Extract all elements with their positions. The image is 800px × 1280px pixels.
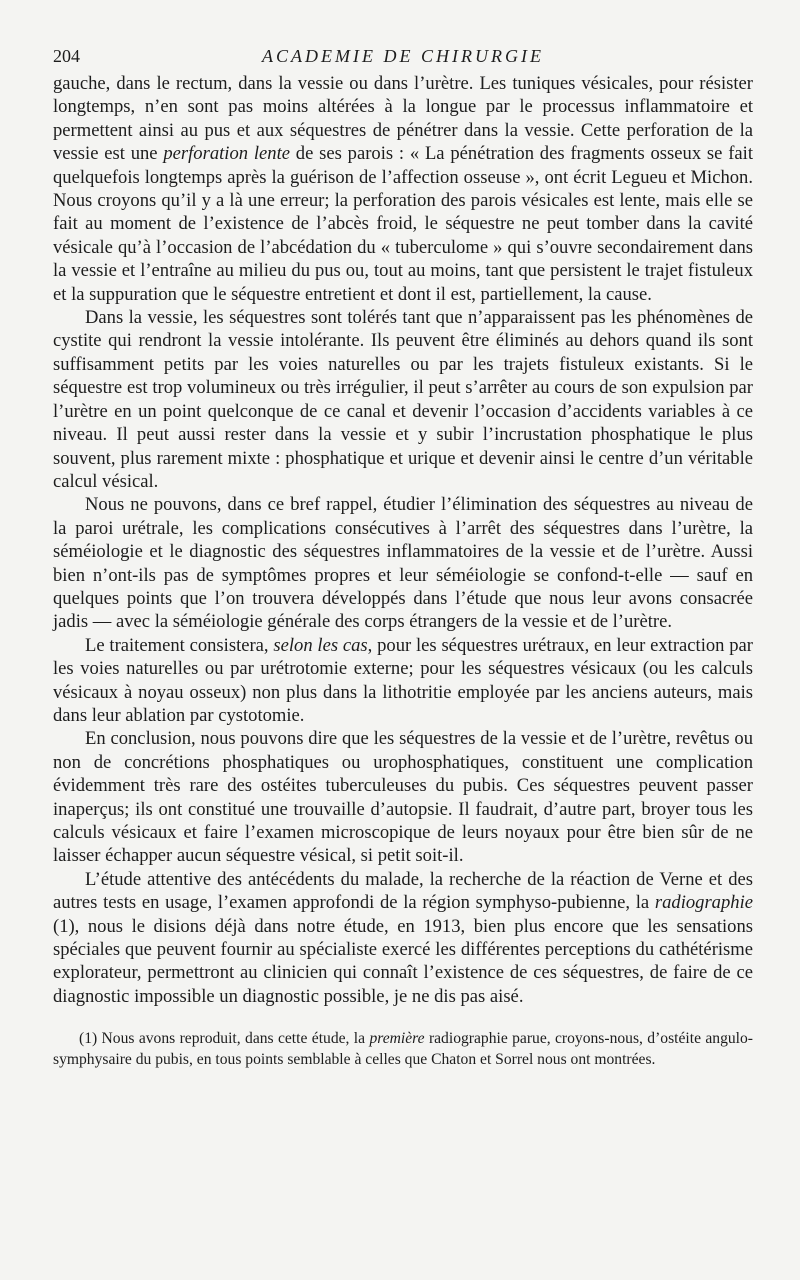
paragraph: [53, 727, 753, 867]
text-run: gauche, dans le rectum, dans la vessie ou dans l’urètre. Les tuniques vésicales, pour résister longtemps, n’en sont pas moins altérées à la longue par le processus inflammatoire et permettent ainsi au pus et aux séquestres de pénétrer dans la vessie. Cette perforation de la vessie est une: [53, 73, 753, 165]
text-run: En conclusion, nous pouvons dire que les séquestres de la vessie et de l’urètre, revêtus ou non de concrétions phosphatiques ou urophosphatiques, constituent une complication évidemment très rare des ostéites tuberculeuses du pubis. Ces séquestres peuvent passer inaperçus; ils ont constitué une trouvaille d’autopsie. Il faudrait, d’autre part, broyer tous les calculs vésicaux et faire l’examen microscopique de leurs noyaux pour être bien sûr de ne laisser échapper aucun séquestre vésical, si petit soit-il.: [53, 728, 753, 867]
text-run: Le traitement consistera,: [85, 634, 274, 656]
running-title: ACADEMIE DE CHIRURGIE: [262, 46, 544, 66]
text-run: de ses parois : « La pénétration des fragments osseux se fait quelquefois longtemps après la guérison de l’affection osseuse », ont écrit Legueu et Michon. Nous croyons qu’il y a là une erreur; la perforation des parois vésicales est lente, mais elle se fait au moment de l’existence de l’abcès froid, le séquestre ne peut tomber dans la cavité vésicale qu’à l’occasion de l’abcédation du « tuberculome » qui s’ouvre secondairement dans la vessie et l’entraîne au milieu du pus ou, tout au moins, tant que persistent le trajet fistuleux et la suppuration que le séquestre entretient et dont il est, partiellement, la cause.: [53, 143, 753, 305]
text-run: radiographie parue, croyons-nous, d’ostéite angulo-symphysaire du pubis, en tous points semblable à celles que Chaton et Sorrel nous ont montrées.: [53, 1030, 753, 1069]
paragraph: [53, 306, 753, 493]
text-run: Dans la vessie, les séquestres sont tolérés tant que n’apparaissent pas les phénomènes de cystite qui rendront la vessie intolérante. Ils peuvent être éliminés au dehors quand ils sont suffisamment petits par les voies naturelles ou par les trajets fistuleux existants. Si le séquestre est trop volumineux ou très irrégulier, il peut s’arrêter au cours de son expulsion par l’urètre en un point quelconque de ce canal et devenir l’occasion d’accidents variables à ce niveau. Il peut aussi rester dans la vessie et y subir l’incrustation phosphatique le plus souvent, plus rarement mixte : phosphatique et urique et devenir ainsi le centre d’un véritable calcul vésical.: [53, 307, 753, 492]
text-run: (1), nous le disions déjà dans notre étude, en 1913, bien plus encore que les sensations spéciales que peuvent fournir au spécialiste exercé les différentes perceptions du cathétérisme explorateur, permettront au clinicien qui connaît l’existence de ces séquestres, de faire de ce diagnostic impossible un diagnostic possible, je ne dis pas aisé.: [53, 915, 753, 1007]
text-run: L’étude attentive des antécédents du malade, la recherche de la réaction de Verne et des autres tests en usage, l’examen approfondi de la région symphyso-pubienne, la: [53, 868, 753, 914]
text-run: , pour les séquestres urétraux, en leur extraction par les voies naturelles ou par urétrotomie externe; pour les séquestres vésicaux (ou les calculs vésicaux à noyau osseux) non plus dans la lithotritie employée par les anciens auteurs, mais dans leur ablation par cystotomie.: [53, 634, 753, 726]
paragraph: [53, 868, 753, 1008]
italic-run: radiographie: [654, 892, 753, 914]
page-header: [53, 40, 753, 70]
paragraph: [53, 493, 753, 633]
footnote: [53, 1028, 753, 1070]
paragraph: [53, 72, 753, 306]
italic-run: perforation lente: [163, 143, 290, 165]
text-run: (1) Nous avons reproduit, dans cette étude, la: [79, 1030, 370, 1048]
page-number: 204: [53, 46, 80, 66]
body-text: [53, 72, 753, 1008]
footnote-text: [53, 1028, 753, 1070]
italic-run: selon les cas: [273, 634, 368, 656]
text-run: Nous ne pouvons, dans ce bref rappel, étudier l’élimination des séquestres au niveau de la paroi urétrale, les complications consécutives à l’arrêt des séquestres dans l’urètre, la séméiologie et le diagnostic des séquestres inflammatoires de la vessie et de l’urètre. Aussi bien n’ont-ils pas de symptômes propres et leur séméiologie se confond-t-elle — sauf en quelques points que l’on trouvera développés dans l’étude que nous leur avons consacrée jadis — avec la séméiologie générale des corps étrangers de la vessie et de l’urètre.: [53, 494, 753, 633]
paragraph: [53, 634, 753, 728]
italic-run: première: [369, 1030, 425, 1048]
